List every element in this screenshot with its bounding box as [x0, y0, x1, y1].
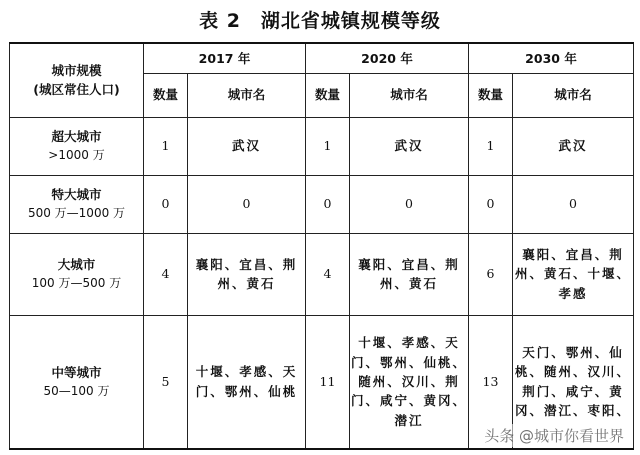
cities-2017: 十堰、孝感、天门、鄂州、仙桃: [188, 315, 306, 449]
count-2030: 13: [469, 315, 513, 449]
year-2020-header: 2020 年: [306, 43, 469, 73]
cities-2030: 天门、鄂州、仙桃、随州、汉川、荆门、咸宁、黄冈、潜江、枣阳、: [513, 315, 634, 449]
count-2030: 0: [469, 175, 513, 233]
table-title: 表 2 湖北省城镇规模等级: [199, 10, 441, 32]
cities-2030: 武汉: [513, 117, 634, 175]
table-row: [10, 117, 634, 175]
count-header-2020: 数量: [306, 73, 350, 117]
category-name: 中等城市: [51, 364, 102, 380]
count-2020: 1: [306, 117, 350, 175]
header-row-years: [10, 43, 634, 73]
category-cell: [10, 233, 144, 315]
count-2017: 0: [144, 175, 188, 233]
category-name: 大城市: [57, 257, 96, 273]
category-cell: [10, 175, 144, 233]
count-2030: 6: [469, 233, 513, 315]
category-range: 100 万—500 万: [31, 276, 122, 291]
count-2020: 4: [306, 233, 350, 315]
cities-2017: 武汉: [188, 117, 306, 175]
cities-2017: 襄阳、宜昌、荆州、黄石: [188, 233, 306, 315]
table-row: [10, 175, 634, 233]
category-name: 超大城市: [51, 129, 102, 145]
count-header-2017: 数量: [144, 73, 188, 117]
category-cell: [10, 315, 144, 449]
cities-2020: 十堰、孝感、天门、鄂州、仙桃、随州、汉川、荆门、咸宁、黄冈、潜江: [350, 315, 469, 449]
names-header-2017: 城市名: [188, 73, 306, 117]
year-2017-header: 2017 年: [144, 43, 306, 73]
category-range: 500 万—1000 万: [27, 206, 126, 221]
names-header-2020: 城市名: [350, 73, 469, 117]
count-2030: 1: [469, 117, 513, 175]
category-range: >1000 万: [48, 148, 105, 163]
scale-header-cell: [10, 43, 144, 117]
count-header-2030: 数量: [469, 73, 513, 117]
category-cell: [10, 117, 144, 175]
cities-2020: 襄阳、宜昌、荆州、黄石: [350, 233, 469, 315]
count-2017: 1: [144, 117, 188, 175]
city-scale-table: [9, 42, 634, 450]
count-2017: 4: [144, 233, 188, 315]
cities-2017: 0: [188, 175, 306, 233]
table-row: [10, 233, 634, 315]
cities-2020: 武汉: [350, 117, 469, 175]
category-range: 50—100 万: [43, 384, 110, 399]
scale-label: 城市规模: [51, 62, 102, 78]
cities-2020: 0: [350, 175, 469, 233]
cities-2030: 襄阳、宜昌、荆州、黄石、十堰、孝感: [513, 233, 634, 315]
count-2020: 11: [306, 315, 350, 449]
category-name: 特大城市: [51, 187, 102, 203]
watermark: 头条 @城市你看世界: [480, 424, 628, 447]
scale-sub-label: (城区常住人口): [33, 82, 120, 98]
count-2017: 5: [144, 315, 188, 449]
names-header-2030: 城市名: [513, 73, 634, 117]
year-2030-header: 2030 年: [469, 43, 634, 73]
count-2020: 0: [306, 175, 350, 233]
cities-2030: 0: [513, 175, 634, 233]
